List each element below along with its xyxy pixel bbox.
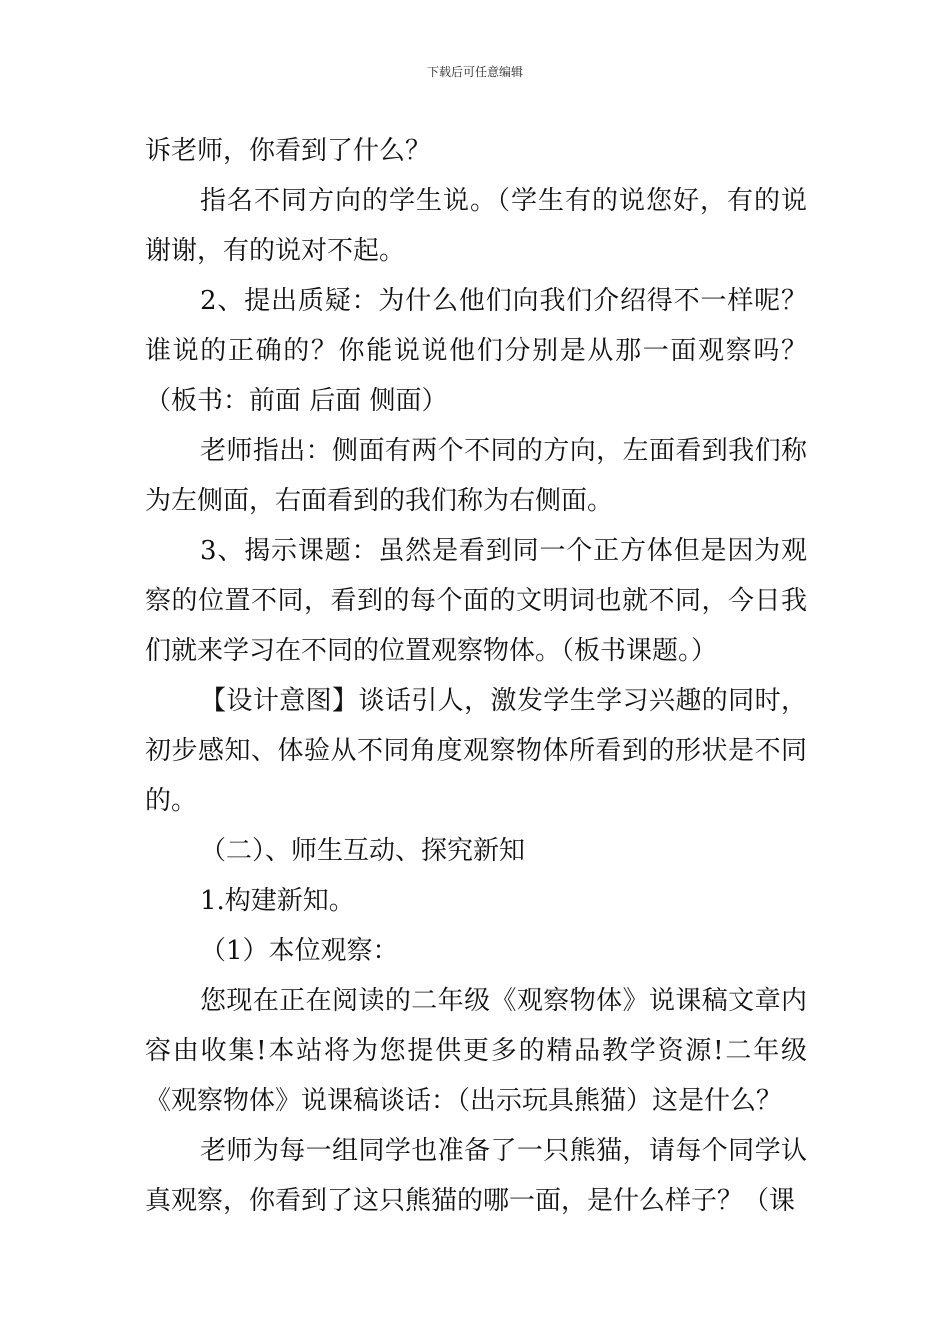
- paragraph-continuation: 诉老师，你看到了什么？: [145, 136, 432, 166]
- paragraph-reveal-topic: 3、揭示课题：虽然是看到同一个正方体但是因为观察的位置不同，看到的每个面的文明词也就不同，今日我们就来学习在不同的位置观察物体。（板书课题。）: [145, 536, 807, 666]
- subheading-observation: （1）本位观察：: [200, 936, 399, 966]
- document-body: [145, 126, 807, 1226]
- paragraph-reading-note: 您现在正在阅读的二年级《观察物体》说课稿文章内容由收集!本站将为您提供更多的精品教学资源!二年级《观察物体》说课稿谈话：（出示玩具熊猫）这是什么？: [145, 986, 807, 1116]
- subheading-build-knowledge: 1.构建新知。: [200, 886, 355, 916]
- paragraph-teacher-points-out: 老师指出：侧面有两个不同的方向，左面看到我们称为左侧面，右面看到的我们称为右侧面。: [145, 436, 807, 516]
- paragraph-design-intent: 【设计意图】谈话引人，激发学生学习兴趣的同时，初步感知、体验从不同角度观察物体所看到的形状是不同的。: [145, 686, 807, 816]
- section-heading-interaction: （二）、师生互动、探究新知: [200, 836, 526, 866]
- page-header-note: 下载后可任意编辑: [426, 65, 523, 79]
- paragraph-student-answers: 指名不同方向的学生说。（学生有的说您好，有的说谢谢，有的说对不起。: [145, 186, 807, 266]
- paragraph-question-raised: 2、提出质疑：为什么他们向我们介绍得不一样呢？谁说的正确的？你能说说他们分别是从那一面观察吗？（板书：前面 后面 侧面）: [145, 286, 807, 416]
- paragraph-panda-task: 老师为每一组同学也准备了一只熊猫，请每个同学认真观察，你看到了这只熊猫的哪一面，是什么样子？（课: [145, 1136, 807, 1216]
